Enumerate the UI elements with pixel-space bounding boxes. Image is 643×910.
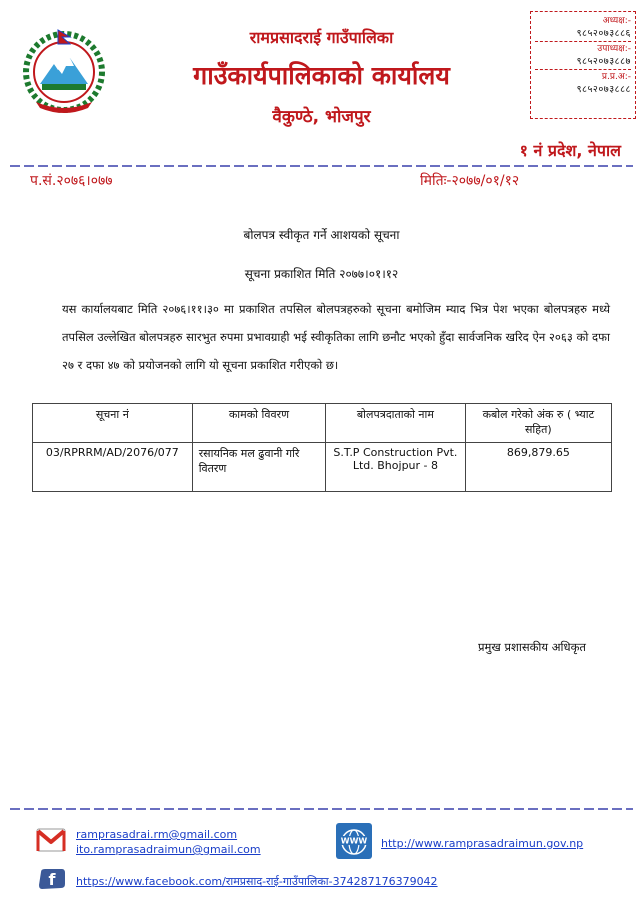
cell-notice-no: 03/RPRRM/AD/2076/077	[33, 443, 193, 492]
table-header-row	[33, 404, 612, 443]
contact-separator	[535, 69, 631, 70]
province-label: १ नं प्रदेश, नेपाल	[519, 141, 621, 160]
cell-bid-amount: 869,879.65	[465, 443, 611, 492]
email-link-primary[interactable]: ramprasadrai.rm@gmail.com	[76, 828, 238, 841]
email-link-secondary[interactable]: ito.ramprasadraimun@gmail.com	[76, 843, 261, 856]
header-divider	[10, 163, 633, 169]
contact-role-cao: प्र.प्र.अ:-	[601, 72, 631, 82]
column-header-notice-no: सूचना नं	[33, 404, 193, 443]
contact-box	[530, 11, 636, 119]
contact-separator	[535, 41, 631, 42]
column-header-work-description: कामको विवरण	[192, 404, 325, 443]
award-table	[32, 403, 612, 492]
cell-bidder-name: S.T.P Construction Pvt. Ltd. Bhojpur - 8	[326, 443, 466, 492]
contact-number-chairperson: ९८५२०७३८८६	[576, 28, 631, 39]
footer-divider	[10, 806, 633, 812]
office-title: गाउँकार्यपालिकाको कार्यालय	[193, 61, 450, 90]
column-header-bid-amount: कबोल गरेको अंक रु ( भ्याट सहित)	[465, 404, 611, 443]
notice-title: बोलपत्र स्वीकृत गर्ने आशयको सूचना	[243, 228, 400, 242]
contact-role-vice-chairperson: उपाध्यक्ष:-	[597, 44, 631, 54]
column-header-bidder-name: बोलपत्रदाताको नाम	[326, 404, 466, 443]
facebook-icon	[38, 868, 66, 890]
publish-date: सूचना प्रकाशित मिति २०७७।०१।१२	[244, 267, 399, 281]
contact-role-chairperson: अध्यक्ष:-	[602, 16, 631, 26]
office-name: रामप्रसादराई गाउँपालिका	[249, 28, 394, 47]
contact-number-vice-chairperson: ९८५२०७३८८७	[576, 56, 631, 67]
svg-text:f: f	[48, 870, 56, 889]
contact-number-cao: ९८५२०७३८८८	[576, 84, 631, 95]
facebook-link[interactable]: https://www.facebook.com/रामप्रसाद-राई-गाउँपालिका-374287176379042	[76, 875, 438, 888]
website-link[interactable]: http://www.ramprasadraimun.gov.np	[381, 837, 584, 850]
gmail-icon	[36, 826, 66, 854]
www-globe-icon	[335, 822, 373, 860]
table-row	[33, 443, 612, 492]
issue-date: मितिः-२०७७/०१/१२	[420, 173, 520, 189]
signatory-title: प्रमुख प्रशासकीय अधिकृत	[478, 640, 586, 654]
svg-text:WWW: WWW	[340, 836, 368, 846]
cell-work-description: रसायनिक मल ढुवानी गरि वितरण	[192, 443, 325, 492]
notice-body: यस कार्यालयबाट मिति २०७६।११।३० मा प्रकाशित तपसिल बोलपत्रहरुको सूचना बमोजिम म्याद भित्र पेश भएका बोलपत्रहरु मध्ये तपसिल उल्लेखित बोलपत्रहरु सारभुत रुपमा प्रभावग्राही भई स्वीकृतिका लागि छनौट भएको हुँदा सार्वजनिक खरिद ऐन २०६३ को दफा २७ र दफा ४७ को प्रयोजनको लागि यो सूचना प्रकाशित गरीएको छ।	[62, 302, 610, 372]
reference-number: प.सं.२०७६।०७७	[30, 173, 113, 189]
office-address: वैकुण्ठे, भोजपुर	[272, 107, 371, 127]
